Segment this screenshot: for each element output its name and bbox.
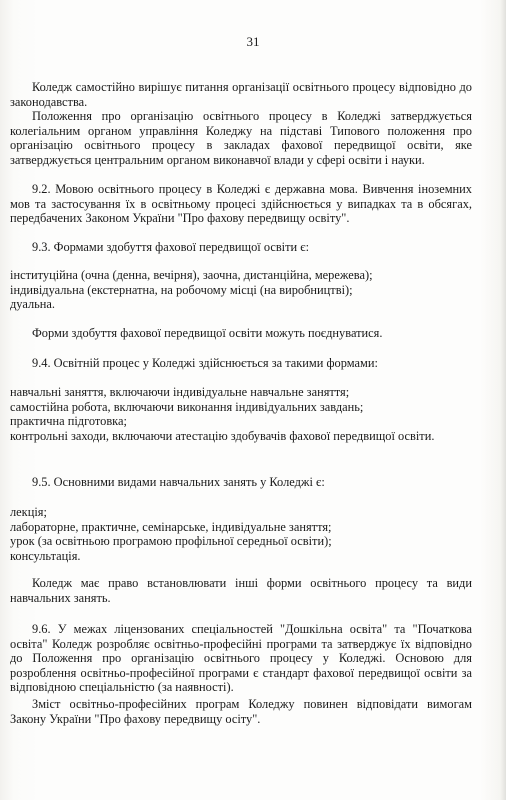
paragraph-other-forms: Коледж має право встановлювати інші форми освітнього процесу та види навчальних занять.: [10, 576, 472, 605]
paragraph-forms-combine: Форми здобуття фахової передвищої освіти можуть поєднуватися.: [32, 326, 383, 340]
paragraph-9-5-heading: 9.5. Основними видами навчальних занять у Коледжі є:: [32, 475, 325, 489]
list-item: інституційна (очна (денна, вечірня), заочна, дистанційна, мережева);: [10, 268, 373, 282]
list-item: дуальна.: [10, 297, 56, 312]
list-item: урок (за освітньою програмою профільної середньої освіти);: [10, 534, 332, 549]
page-edge-shadow: [500, 0, 506, 800]
paragraph-college-autonomy: Коледж самостійно вирішує питання організації освітнього процесу відповідно до законодавства.: [10, 80, 472, 109]
paragraph-program-content: Зміст освітньо-професійних програм Коледжу повинен відповідати вимогам Закону України "Про фахову передвищу осіту".: [10, 697, 472, 726]
list-item: індивідуальна (екстернатна, на робочому місці (на виробництві);: [10, 282, 353, 297]
paragraph-9-2-language: 9.2. Мовою освітнього процесу в Коледжі є державна мова. Вивчення іноземних мов та застосування їх в освітньому процесі здійснюється у випадках та в обсягах, передбачених Законом України "Про фахову передвищу освіту".: [10, 182, 472, 226]
paragraph-9-3-heading: 9.3. Формами здобуття фахової передвищої освіти є:: [32, 240, 310, 254]
page-number: 31: [246, 34, 260, 49]
forms-list: [10, 268, 472, 312]
list-item: консультація.: [10, 548, 81, 563]
list-item: практична підготовка;: [10, 414, 127, 429]
paragraph-9-4-heading: 9.4. Освітній процес у Коледжі здійснюється за такими формами:: [32, 356, 378, 370]
list-item: навчальні заняття, включаючи індивідуальне навчальне заняття;: [10, 385, 350, 399]
process-forms-list: [10, 385, 472, 443]
list-item: лекція;: [10, 505, 47, 519]
class-types-list: [10, 505, 472, 563]
paragraph-9-6-programs: 9.6. У межах ліцензованих спеціальностей "Дошкільна освіта" та "Початкова освіта" Коледж розробляє освітньо-професійні програми та затверджує їх відповідно до Положення про організацію освітнього процесу у Коледжі. Основою для розроблення освітньо-професійної програми є стандарт фахової передвищої освіти за відповідною спеціальністю (за наявності).: [10, 622, 472, 695]
list-item: лабораторне, практичне, семінарське, індивідуальне заняття;: [10, 519, 332, 534]
paragraph-regulation: Положення про організацію освітнього процесу в Коледжі затверджується колегіальним органом управління Коледжу на підставі Типового положення про організацію освітнього процесу в закладах фахової передвищої освіти, яке затверджується центральним органом виконавчої влади у сфері освіти і науки.: [10, 109, 472, 167]
list-item: контрольні заходи, включаючи атестацію здобувачів фахової передвищої освіти.: [10, 428, 435, 443]
list-item: самостійна робота, включаючи виконання індивідуальних завдань;: [10, 399, 364, 414]
